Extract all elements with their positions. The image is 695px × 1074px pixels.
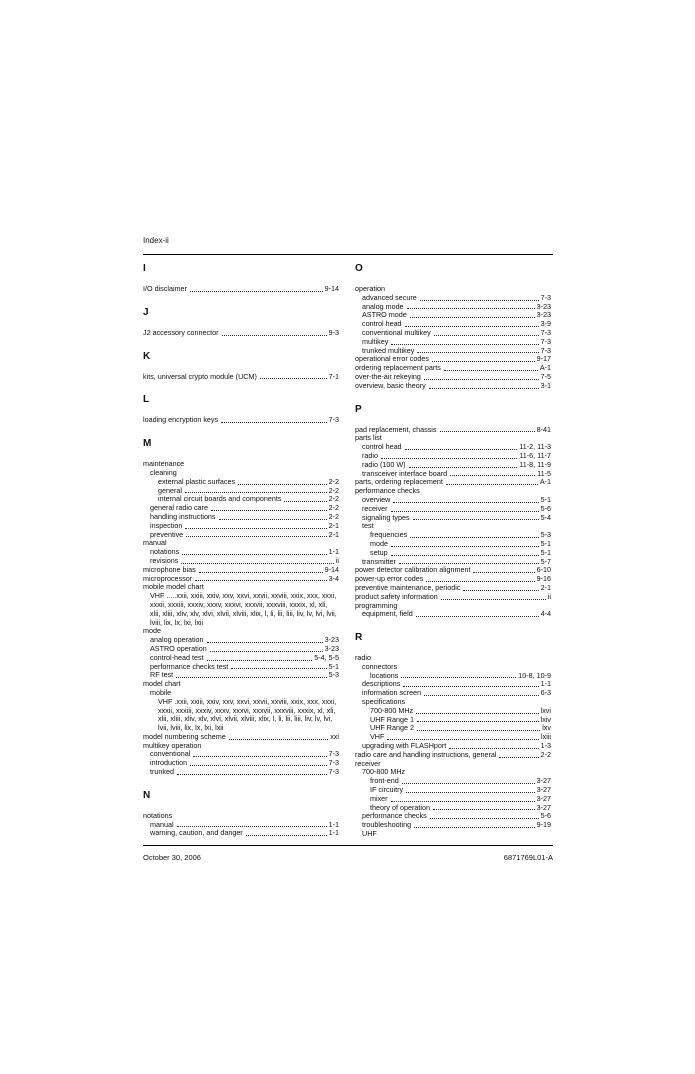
index-entry: general 2-2 [158,485,339,495]
index-entry: microphone bias 9-14 [143,564,339,574]
index-column-left [143,262,339,838]
index-heading: operation [355,284,385,293]
index-entry: VHF lxiii [370,732,551,742]
index-entry: theory of operation 3-27 [370,802,551,812]
index-subheading: test [362,521,374,531]
section-letter-r: R [355,632,363,644]
index-entry: receiver 5-6 [362,503,551,513]
index-entry: performance checks test 5-1 [150,661,339,671]
index-heading: model chart [143,679,181,689]
index-entry: ASTRO operation 3-23 [150,643,339,653]
index-heading: programming [355,600,398,610]
index-entry: mixer 3-27 [370,793,551,803]
index-entry: manual 1-1 [150,819,339,829]
index-subheading: mobile [150,687,172,697]
index-entry: microprocessor 3-4 [143,573,339,583]
index-entry: analog operation 3-23 [150,635,339,645]
index-entry: analog mode 3-23 [362,301,551,311]
index-entry: signaling types 5-4 [362,512,551,522]
index-entry: troubleshooting 9-19 [362,820,551,830]
index-entry: mode 5-1 [370,538,551,548]
page-label: Index-ii [143,236,169,245]
index-entry-vhf: VHF .....xxii, xxiii, xxiv, xxv, xxvi, xxvii, xxviii, xxix, xxx, xxxi, xxxii, xxxiii, xxxiv, xxxv, xxxvi, xxxvii, xxxviii, xxxix, xl, xli, xlii, xliii, xliv, xlv, xlvi, xlvii, xlviii, xlix, l, li, lii, liii, liv, lv, lvi, lvii, lviii, lix, lx, lxi, lxii [150,591,337,627]
index-entry: handling instructions 2-2 [150,511,339,521]
index-entry: conventional multikey 7-3 [362,327,551,337]
index-entry: J2 accessory connector 9-3 [143,327,339,337]
index-entry-vhf: VHF .xxii, xxiii, xxiv, xxv, xxvi, xxvii, xxviii, xxix, xxx, xxxi, xxxii, xxxiii, xxxiv, xxxv, xxxvi, xxxvii, xxxviii, xxxix, xl, xli, xlii, xliii, xliv, xlv, xlvi, xlvii, xlviii, xlix, l, li, lii, liii, liv, lv, lvi, lvii, lviii, lix, lx, lxi, lxii [158,696,337,733]
index-entry: transmitter 5-7 [362,556,551,566]
index-entry: front-end 3-27 [370,776,551,786]
index-heading: mobile model chart [143,582,204,592]
index-entry: descriptions 1-1 [362,679,551,689]
index-subheading: 700-800 MHz [362,767,406,777]
index-heading: mode [143,626,161,636]
index-entry: ordering replacement parts A-1 [355,363,551,373]
index-column-right [355,262,551,839]
index-entry: parts, ordering replacement A-1 [355,477,551,487]
index-entry: revisions ii [150,555,339,565]
index-entry: information screen 6-3 [362,688,551,698]
index-entry: loading encryption keys 7-3 [143,415,339,425]
index-entry: radio 11-6, 11-7 [362,450,551,460]
index-heading: parts list [355,433,382,443]
section-letter-j: J [143,306,149,318]
index-entry: notations 1-1 [150,547,339,557]
index-entry: ASTRO mode 3-23 [362,310,551,320]
index-entry: locations 10-8, 10-9 [370,670,551,680]
index-entry: power detector calibration alignment 6-10 [355,565,551,575]
index-entry: radio care and handling instructions, general 2-2 [355,749,551,759]
index-entry: pad replacement, chassis 8-41 [355,424,551,434]
index-heading: manual [143,538,167,548]
index-entry: introduction 7-3 [150,758,339,768]
index-entry: preventive maintenance, periodic 2-1 [355,582,551,592]
section-letter-l: L [143,394,150,406]
index-entry: setup 5-1 [370,547,551,557]
index-entry: power-up error codes 9-16 [355,574,551,584]
index-heading: radio [355,653,371,663]
index-heading: maintenance [143,459,185,469]
index-entry: conventional 7-3 [150,749,339,759]
index-entry: general radio care 2-2 [150,503,339,513]
index-entry: equipment, field 4-4 [362,609,551,619]
bottom-rule [143,845,553,846]
section-letter-o: O [355,263,363,274]
index-entry: control head 3-9 [362,319,551,329]
index-heading: notations [143,810,173,820]
index-entry: performance checks 5-6 [362,811,551,821]
index-entry: frequencies 5-3 [370,530,551,540]
index-entry: control-head test 5-4, 5-5 [150,652,339,662]
index-entry: external plastic surfaces 2-2 [158,476,339,486]
index-entry: over-the-air rekeying 7-5 [355,371,551,381]
index-entry: inspection 2-1 [150,520,339,530]
index-entry: preventive 2-1 [150,529,339,539]
top-rule [143,254,553,255]
index-entry: I/O disclaimer 9-14 [143,284,339,293]
index-entry: upgrading with FLASHport 1-3 [362,741,551,751]
index-subheading: cleaning [150,467,177,477]
index-entry: UHF Range 2 lxv [370,723,551,733]
index-entry: kits, universal crypto module (UCM) 7-1 [143,371,339,381]
index-entry: RF test 5-3 [150,670,339,680]
index-heading: multikey operation [143,740,202,750]
index-entry: warning, caution, and danger 1-1 [150,828,339,838]
index-subheading: specifications [362,697,406,707]
index-entry: multikey 7-3 [362,336,551,346]
section-letter-n: N [143,789,151,801]
index-entry: internal circuit boards and components 2-2 [158,494,339,504]
index-heading: performance checks [355,486,420,496]
index-entry: advanced secure 7-3 [362,292,551,302]
index-entry: operational error codes 9-17 [355,354,551,364]
index-entry: model numbering scheme xxi [143,731,339,741]
index-heading: receiver [355,758,381,768]
index-subheading: UHF [362,829,377,839]
index-entry: overview, basic theory 3-1 [355,380,551,390]
index-entry: 700-800 MHz lxvi [370,705,551,715]
index-entry: trunked multikey 7-3 [362,345,551,355]
index-entry: radio (100 W) 11-8, 11-9 [362,459,551,469]
section-letter-p: P [355,403,362,415]
index-entry: product safety information ii [355,591,551,601]
index-entry: UHF Range 1 lxiv [370,714,551,724]
footer-doc-number: 6871769L01-A [503,853,553,862]
index-entry: overview 5-1 [362,494,551,504]
section-letter-m: M [143,438,152,450]
index-subheading: connectors [362,661,398,671]
index-entry: IF circuitry 3-27 [370,785,551,795]
section-letter-i: I [143,263,146,274]
section-letter-k: K [143,350,151,362]
footer-date: October 30, 2006 [143,853,201,862]
index-entry: control head 11-2, 11-3 [362,442,551,452]
index-entry: transceiver interface board 11-5 [362,468,551,478]
index-entry: trunked 7-3 [150,767,339,777]
